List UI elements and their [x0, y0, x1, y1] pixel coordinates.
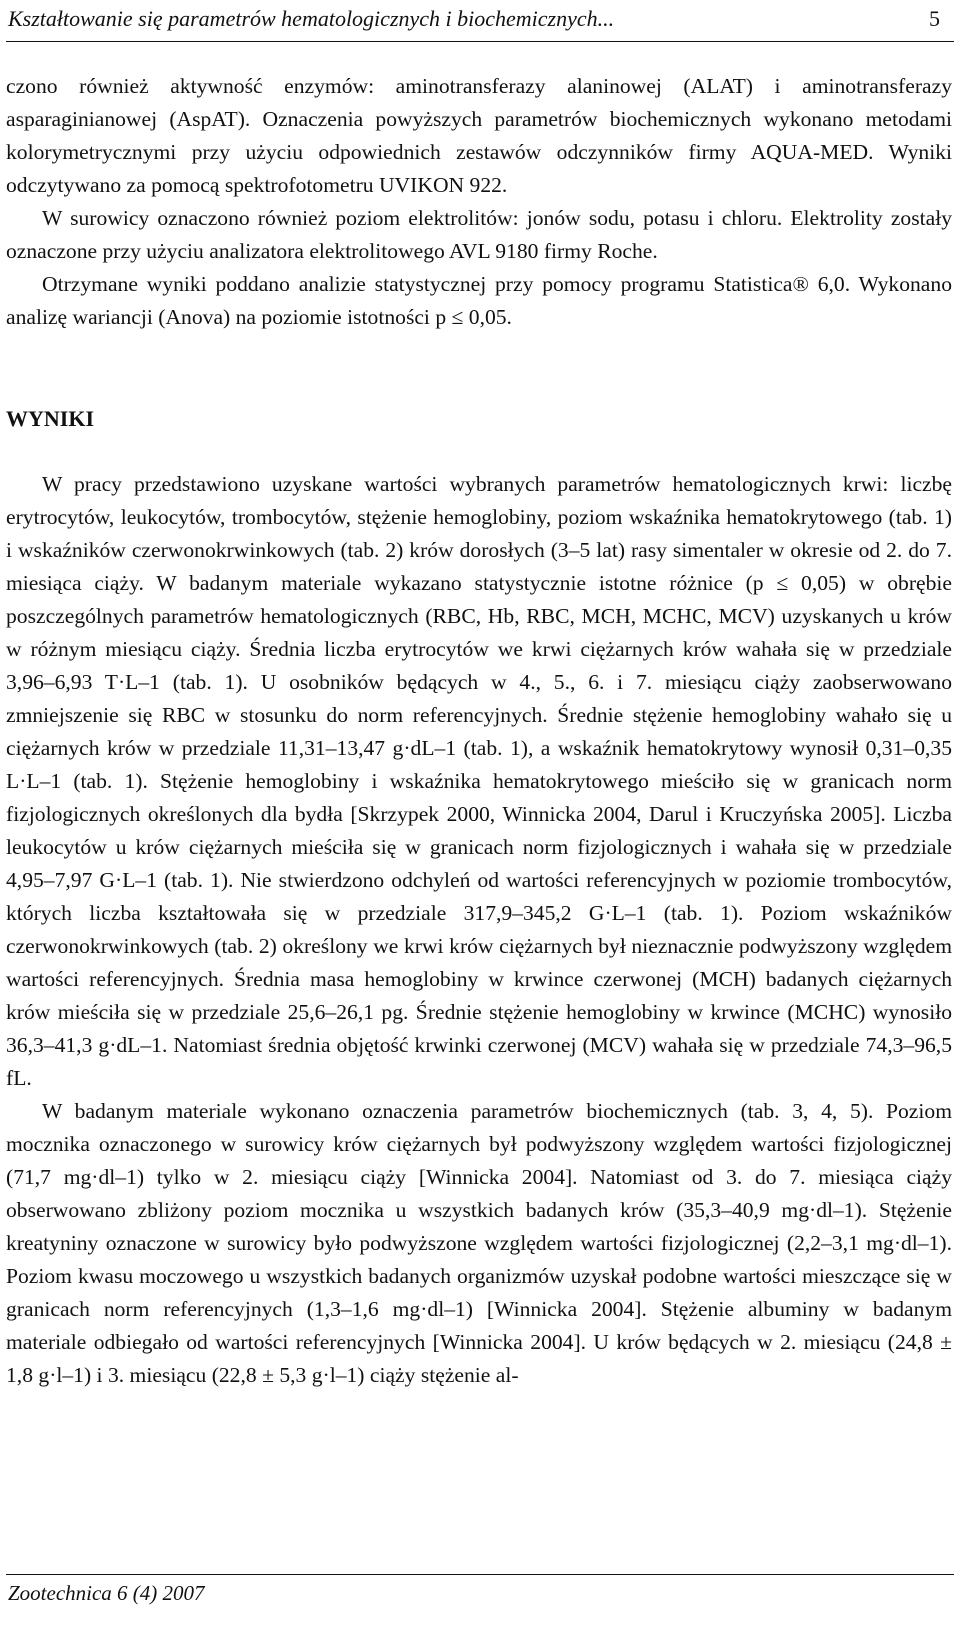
journal-footer: Zootechnica 6 (4) 2007 — [8, 1581, 205, 1605]
page-number: 5 — [929, 6, 940, 31]
methods-paragraph-1: czono również aktywność enzymów: aminotransferazy alaninowej (ALAT) i aminotransferazy asparaginianowej (AspAT). Oznaczenia powyższych parametrów biochemicznych wykonano metodami kolorymetrycznymi przy użyciu odpowiednich zestawów odczynników firmy AQUA-MED. Wyniki odczytywano za pomocą spektrofotometru UVIKON 922. — [6, 74, 952, 197]
section-heading-results: WYNIKI — [6, 406, 95, 431]
results-paragraph-1: W pracy przedstawiono uzyskane wartości wybranych parametrów hematologicznych krwi: liczbę erytrocytów, leukocytów, trombocytów, stężenie hemoglobiny, poziom wskaźnika hematokrytowego (tab. 1) i wskaźników czerwonokrwinkowych (tab. 2) krów dorosłych (3–5 lat) rasy simentaler w okresie od 2. do 7. miesiąca ciąży. W badanym materiale wykazano statystycznie istotne różnice (p ≤ 0,05) w obrębie poszczególnych parametrów hematologicznych (RBC, Hb, RBC, MCH, MCHC, MCV) uzyskanych u krów w różnym miesiącu ciąży. Średnia liczba erytrocytów we krwi ciężarnych krów wahała się w przedziale 3,96–6,93 T·L–1 (tab. 1). U osobników będących w 4., 5., 6. i 7. miesiącu ciąży zaobserwowano zmniejszenie się RBC w stosunku do norm referencyjnych. Średnie stężenie hemoglobiny wahało się u ciężarnych krów w przedziale 11,31–13,47 g·dL–1 (tab. 1), a wskaźnik hematokrytowy wynosił 0,31–0,35 L·L–1 (tab. 1). Stężenie hemoglobiny i wskaźnika hematokrytowego mieściło się w granicach norm fizjologicznych określonych dla bydła [Skrzypek 2000, Winnicka 2004, Darul i Kruczyńska 2005]. Liczba leukocytów u krów ciężarnych mieściła się w granicach norm fizjologicznych i wahała się w przedziale 4,95–7,97 G·L–1 (tab. 1). Nie stwierdzono odchyleń od wartości referencyjnych w poziomie trombocytów, których liczba kształtowała się w przedziale 317,9–345,2 G·L–1 (tab. 1). Poziom wskaźników czerwonokrwinkowych (tab. 2) określony we krwi krów ciężarnych był nieznacznie podwyższony względem wartości referencyjnych. Średnia masa hemoglobiny w krwince czerwonej (MCH) badanych ciężarnych krów mieściła się w przedziale 25,6–26,1 pg. Średnie stężenie hemoglobiny w krwince (MCHC) wynosiło 36,3–41,3 g·dL–1. Natomiast średnia objętość krwinki czerwonej (MCV) wahała się w przedziale 74,3–96,5 fL. — [6, 472, 952, 1090]
footer-rule — [6, 1574, 954, 1575]
methods-paragraph-2: W surowicy oznaczono również poziom elektrolitów: jonów sodu, potasu i chloru. Elektrolity zostały oznaczone przy użyciu analizatora elektrolitowego AVL 9180 firmy Roche. — [6, 206, 952, 263]
results-paragraph-2: W badanym materiale wykonano oznaczenia parametrów biochemicznych (tab. 3, 4, 5). Poziom mocznika oznaczonego w surowicy krów ciężarnych był podwyższony względem wartości fizjologicznej (71,7 mg·dl–1) tylko w 2. miesiącu ciąży [Winnicka 2004]. Natomiast od 3. do 7. miesiąca ciąży obserwowano zbliżony poziom mocznika u wszystkich badanych krów (35,3–40,9 mg·dl–1). Stężenie kreatyniny oznaczone w surowicy było podwyższone względem wartości fizjologicznej (2,2–3,1 mg·dl–1). Poziom kwasu moczowego u wszystkich badanych organizmów uzyskał podobne wartości mieszczące się w granicach norm referencyjnych (1,3–1,6 mg·dl–1) [Winnicka 2004]. Stężenie albuminy w badanym materiale odbiegało od wartości referencyjnych [Winnicka 2004]. U krów będących w 2. miesiącu (24,8 ± 1,8 g·l–1) i 3. miesiącu (22,8 ± 5,3 g·l–1) ciąży stężenie al- — [6, 1099, 952, 1387]
results-section — [6, 468, 952, 1392]
page-body — [6, 70, 952, 1387]
running-title: Kształtowanie się parametrów hematologicznych i biochemicznych... — [8, 6, 615, 31]
methods-paragraph-3: Otrzymane wyniki poddano analizie statystycznej przy pomocy programu Statistica® 6,0. Wykonano analizę wariancji (Anova) na poziomie istotności p ≤ 0,05. — [6, 272, 952, 329]
running-header — [8, 4, 952, 40]
header-rule — [6, 41, 954, 42]
